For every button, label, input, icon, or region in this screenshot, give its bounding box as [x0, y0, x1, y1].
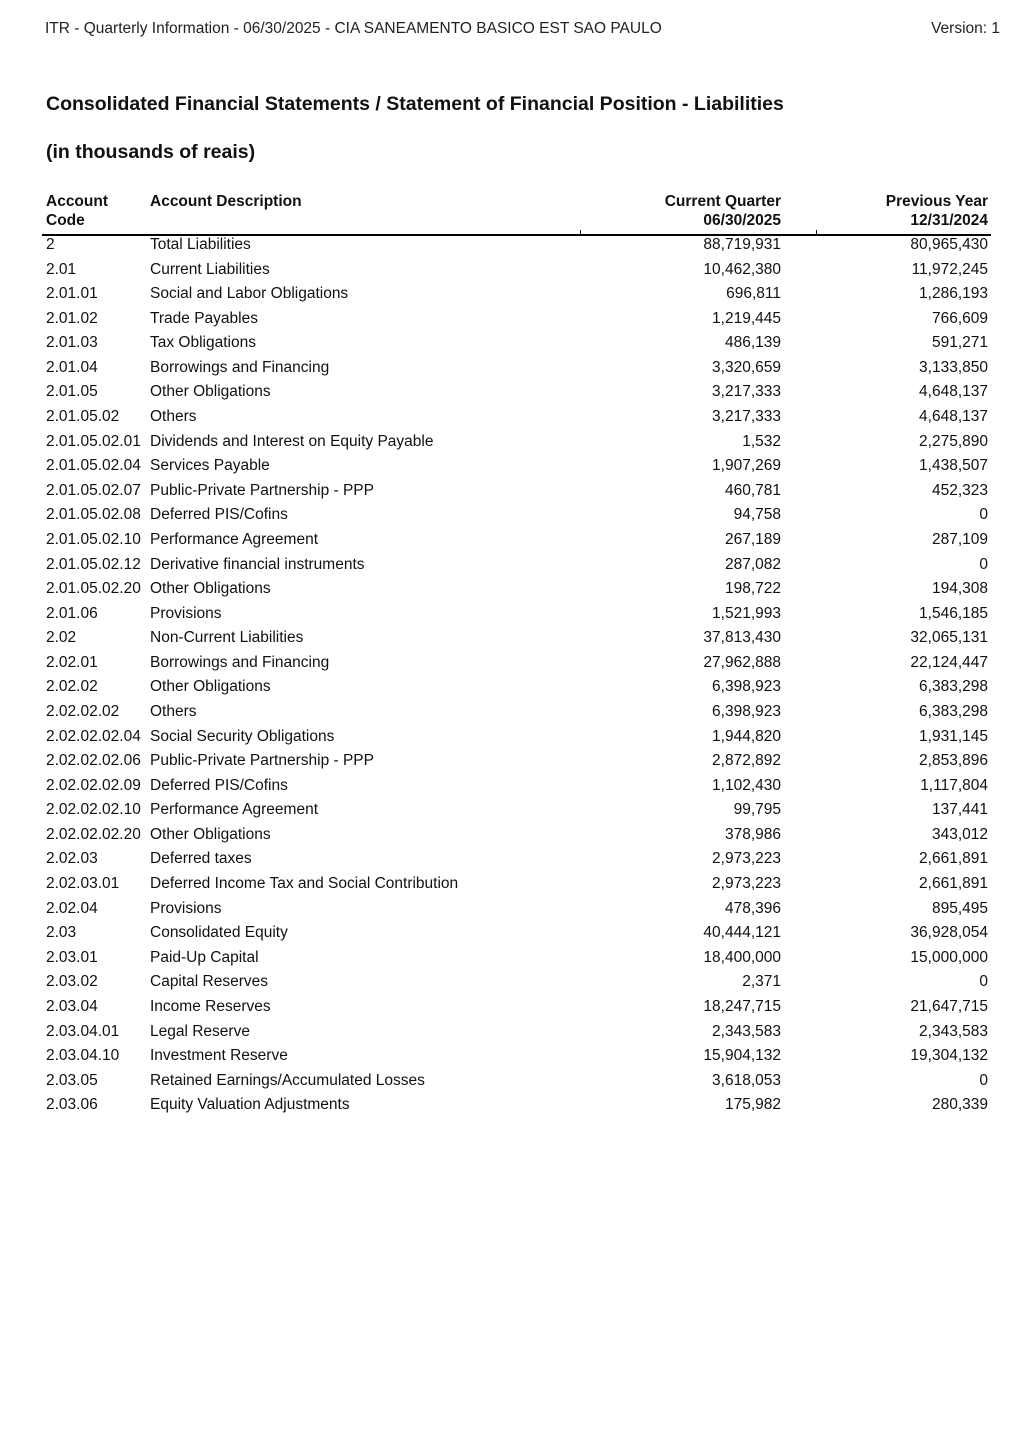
account-code-cell: 2.03.04: [46, 997, 98, 1015]
account-code-cell: 2.02.02.02: [46, 702, 120, 720]
column-header-previous-year-line1: Previous Year: [885, 193, 988, 210]
account-code-cell: 2.03.02: [46, 973, 98, 991]
account-description-cell: Current Liabilities: [150, 260, 270, 278]
account-description-cell: Deferred Income Tax and Social Contribution: [150, 875, 459, 893]
current-quarter-value-cell: 3,217,333: [712, 383, 781, 401]
column-header-current-quarter-line1: Current Quarter: [664, 193, 781, 210]
table-row: [42, 775, 991, 800]
current-quarter-value-cell: 2,343,583: [712, 1022, 781, 1040]
account-code-cell: 2.01.05.02.10: [46, 530, 141, 548]
account-description-cell: Deferred PIS/Cofins: [150, 776, 288, 794]
account-code-cell: 2.02.04: [46, 899, 98, 917]
table-row: [42, 971, 991, 996]
current-quarter-value-cell: 88,719,931: [703, 236, 781, 253]
column-header-previous-year-date: 12/31/2024: [910, 212, 988, 229]
account-description-cell: Total Liabilities: [150, 236, 251, 253]
account-code-cell: 2.02.02.02.09: [46, 776, 141, 794]
account-code-cell: 2.01.05.02.04: [46, 457, 141, 475]
current-quarter-value-cell: 3,618,053: [712, 1071, 781, 1089]
previous-year-value-cell: 11,972,245: [911, 260, 988, 278]
table-header: [42, 191, 991, 236]
table-row: [42, 947, 991, 972]
account-description-cell: Tax Obligations: [150, 334, 256, 352]
previous-year-value-cell: 287,109: [931, 530, 988, 548]
account-description-cell: Consolidated Equity: [150, 924, 288, 942]
previous-year-value-cell: 0: [979, 555, 988, 573]
column-header-current-quarter: [542, 192, 781, 230]
previous-year-value-cell: 280,339: [931, 1096, 988, 1114]
account-description-cell: Others: [150, 408, 197, 426]
account-code-cell: 2.02: [46, 629, 77, 647]
account-code-cell: 2.03.04.10: [46, 1047, 120, 1065]
account-code-cell: 2.01.05.02.01: [46, 432, 141, 450]
liabilities-table-body: [42, 234, 991, 1119]
current-quarter-value-cell: 2,973,223: [712, 850, 781, 868]
table-row: [42, 332, 991, 357]
account-code-cell: 2.01.01: [46, 285, 98, 303]
table-row: [42, 431, 991, 456]
account-description-cell: Provisions: [150, 899, 222, 917]
previous-year-value-cell: 32,065,131: [910, 629, 988, 647]
table-row: [42, 701, 991, 726]
table-row: [42, 259, 991, 284]
account-code-cell: 2.03.01: [46, 948, 98, 966]
table-row: [42, 676, 991, 701]
previous-year-value-cell: 3,133,850: [919, 358, 988, 376]
table-row: [42, 480, 991, 505]
account-code-cell: 2.03.04.01: [46, 1022, 120, 1040]
current-quarter-value-cell: 3,217,333: [712, 408, 781, 426]
account-description-cell: Borrowings and Financing: [150, 653, 330, 671]
account-description-cell: Legal Reserve: [150, 1022, 250, 1040]
current-quarter-value-cell: 2,973,223: [712, 875, 781, 893]
previous-year-value-cell: 36,928,054: [910, 924, 988, 942]
previous-year-value-cell: 2,343,583: [919, 1022, 988, 1040]
previous-year-value-cell: 0: [979, 506, 988, 524]
account-code-cell: 2.01.03: [46, 334, 98, 352]
account-description-cell: Equity Valuation Adjustments: [150, 1096, 350, 1114]
account-description-cell: Income Reserves: [150, 997, 271, 1015]
current-quarter-value-cell: 1,521,993: [712, 604, 781, 622]
column-header-account-code-line2: Code: [46, 212, 85, 229]
table-row: [42, 726, 991, 751]
current-quarter-value-cell: 40,444,121: [703, 924, 781, 942]
report-title: ITR - Quarterly Information - 06/30/2025 - CIA SANEAMENTO BASICO EST SAO PAULO: [45, 20, 662, 37]
previous-year-value-cell: 6,383,298: [919, 678, 988, 696]
account-description-cell: Public-Private Partnership - PPP: [150, 481, 374, 499]
account-code-cell: 2.01.05: [46, 383, 98, 401]
current-quarter-value-cell: 15,904,132: [703, 1047, 781, 1065]
account-description-cell: Derivative financial instruments: [150, 555, 365, 573]
account-description-cell: Provisions: [150, 604, 222, 622]
table-row: [42, 898, 991, 923]
account-code-cell: 2.01: [46, 260, 77, 278]
version-label: Version: 1: [931, 20, 1000, 37]
account-code-cell: 2.01.05.02.07: [46, 481, 141, 499]
previous-year-value-cell: 766,609: [931, 309, 988, 327]
statement-title: Consolidated Financial Statements / Statement of Financial Position - Liabilities: [46, 93, 784, 115]
column-header-current-quarter-date: 06/30/2025: [703, 212, 781, 229]
previous-year-value-cell: 895,495: [931, 899, 988, 917]
previous-year-value-cell: 80,965,430: [910, 236, 988, 253]
previous-year-value-cell: 137,441: [931, 801, 988, 819]
previous-year-value-cell: 2,661,891: [919, 850, 988, 868]
previous-year-value-cell: 6,383,298: [919, 702, 988, 720]
page-header: [45, 20, 1000, 42]
table-row: [42, 1094, 991, 1119]
current-quarter-value-cell: 696,811: [726, 285, 781, 303]
table-row: [42, 799, 991, 824]
current-quarter-value-cell: 478,396: [724, 899, 781, 917]
previous-year-value-cell: 194,308: [931, 580, 988, 598]
current-quarter-value-cell: 1,532: [742, 432, 781, 450]
previous-year-value-cell: 591,271: [931, 334, 988, 352]
previous-year-value-cell: 0: [979, 1071, 988, 1089]
account-code-cell: 2.01.04: [46, 358, 98, 376]
table-row: [42, 603, 991, 628]
current-quarter-value-cell: 99,795: [733, 801, 781, 819]
account-code-cell: 2.01.05.02.20: [46, 580, 141, 598]
account-description-cell: Other Obligations: [150, 580, 271, 598]
table-row: [42, 283, 991, 308]
current-quarter-value-cell: 460,781: [724, 481, 781, 499]
account-description-cell: Non-Current Liabilities: [150, 629, 304, 647]
account-code-cell: 2.01.02: [46, 309, 98, 327]
account-description-cell: Performance Agreement: [150, 801, 319, 819]
previous-year-value-cell: 15,000,000: [910, 948, 988, 966]
account-description-cell: Investment Reserve: [150, 1047, 288, 1065]
previous-year-value-cell: 0: [979, 973, 988, 991]
account-code-cell: 2.01.05.02.12: [46, 555, 141, 573]
account-description-cell: Other Obligations: [150, 383, 271, 401]
account-code-cell: 2.03: [46, 924, 77, 942]
current-quarter-value-cell: 378,986: [724, 825, 781, 843]
table-row: [42, 873, 991, 898]
table-row: [42, 406, 991, 431]
account-description-cell: Others: [150, 702, 197, 720]
current-quarter-value-cell: 486,139: [724, 334, 781, 352]
table-row: [42, 1070, 991, 1095]
previous-year-value-cell: 4,648,137: [919, 408, 988, 426]
account-code-cell: 2.03.06: [46, 1096, 98, 1114]
previous-year-value-cell: 1,286,193: [919, 285, 988, 303]
account-description-cell: Other Obligations: [150, 825, 271, 843]
account-description-cell: Dividends and Interest on Equity Payable: [150, 432, 434, 450]
account-description-cell: Social Security Obligations: [150, 727, 335, 745]
current-quarter-value-cell: 1,219,445: [712, 309, 781, 327]
previous-year-value-cell: 4,648,137: [919, 383, 988, 401]
current-quarter-value-cell: 1,944,820: [712, 727, 781, 745]
previous-year-value-cell: 1,931,145: [919, 727, 988, 745]
account-code-cell: 2.03.05: [46, 1071, 98, 1089]
table-row: [42, 455, 991, 480]
table-row: [42, 554, 991, 579]
current-quarter-value-cell: 1,907,269: [712, 457, 781, 475]
account-description-cell: Deferred taxes: [150, 850, 252, 868]
account-description-cell: Paid-Up Capital: [150, 948, 259, 966]
account-code-cell: 2.02.02.02.10: [46, 801, 141, 819]
table-row: [42, 922, 991, 947]
previous-year-value-cell: 21,647,715: [910, 997, 988, 1015]
table-row: [42, 234, 991, 259]
account-code-cell: 2.02.01: [46, 653, 98, 671]
account-code-cell: 2.02.03: [46, 850, 98, 868]
account-description-cell: Services Payable: [150, 457, 270, 475]
current-quarter-value-cell: 6,398,923: [712, 678, 781, 696]
account-code-cell: 2.02.03.01: [46, 875, 120, 893]
column-header-account-description: Account Description: [150, 193, 302, 210]
account-code-cell: 2.02.02.02.06: [46, 752, 141, 770]
table-row: [42, 578, 991, 603]
column-header-previous-year: [802, 192, 988, 230]
current-quarter-value-cell: 287,082: [724, 555, 781, 573]
account-description-cell: Public-Private Partnership - PPP: [150, 752, 374, 770]
account-description-cell: Capital Reserves: [150, 973, 269, 991]
table-row: [42, 996, 991, 1021]
current-quarter-value-cell: 6,398,923: [712, 702, 781, 720]
table-row: [42, 1021, 991, 1046]
current-quarter-value-cell: 18,400,000: [703, 948, 781, 966]
account-description-cell: Retained Earnings/Accumulated Losses: [150, 1071, 425, 1089]
current-quarter-value-cell: 175,982: [724, 1096, 781, 1114]
table-row: [42, 381, 991, 406]
previous-year-value-cell: 1,546,185: [919, 604, 988, 622]
account-description-cell: Borrowings and Financing: [150, 358, 330, 376]
account-code-cell: 2.02.02: [46, 678, 98, 696]
account-description-cell: Performance Agreement: [150, 530, 319, 548]
current-quarter-value-cell: 1,102,430: [712, 776, 781, 794]
current-quarter-value-cell: 10,462,380: [703, 260, 781, 278]
account-description-cell: Trade Payables: [150, 309, 258, 327]
table-row: [42, 308, 991, 333]
table-row: [42, 848, 991, 873]
current-quarter-value-cell: 267,189: [724, 530, 781, 548]
statement-subtitle: (in thousands of reais): [46, 141, 256, 163]
account-code-cell: 2.01.05.02: [46, 408, 120, 426]
current-quarter-value-cell: 3,320,659: [712, 358, 781, 376]
current-quarter-value-cell: 18,247,715: [703, 997, 781, 1015]
account-description-cell: Social and Labor Obligations: [150, 285, 349, 303]
column-header-account-code-line1: Account: [46, 193, 108, 210]
table-row: [42, 504, 991, 529]
account-description-cell: Deferred PIS/Cofins: [150, 506, 288, 524]
table-row: [42, 627, 991, 652]
previous-year-value-cell: 452,323: [931, 481, 988, 499]
current-quarter-value-cell: 37,813,430: [703, 629, 781, 647]
current-quarter-value-cell: 2,371: [742, 973, 781, 991]
account-code-cell: 2.01.05.02.08: [46, 506, 141, 524]
account-code-cell: 2.01.06: [46, 604, 98, 622]
table-row: [42, 529, 991, 554]
previous-year-value-cell: 2,275,890: [919, 432, 988, 450]
table-row: [42, 750, 991, 775]
table-row: [42, 824, 991, 849]
account-code-cell: 2.02.02.02.04: [46, 727, 141, 745]
previous-year-value-cell: 2,661,891: [919, 875, 988, 893]
previous-year-value-cell: 343,012: [931, 825, 988, 843]
account-code-cell: 2.02.02.02.20: [46, 825, 141, 843]
table-row: [42, 652, 991, 677]
column-header-account-code: [46, 192, 136, 230]
current-quarter-value-cell: 2,872,892: [712, 752, 781, 770]
current-quarter-value-cell: 27,962,888: [703, 653, 781, 671]
previous-year-value-cell: 2,853,896: [919, 752, 988, 770]
table-row: [42, 1045, 991, 1070]
previous-year-value-cell: 19,304,132: [910, 1047, 988, 1065]
account-code-cell: 2: [46, 236, 55, 253]
previous-year-value-cell: 22,124,447: [910, 653, 988, 671]
current-quarter-value-cell: 94,758: [733, 506, 781, 524]
current-quarter-value-cell: 198,722: [724, 580, 781, 598]
previous-year-value-cell: 1,117,804: [920, 776, 988, 794]
table-row: [42, 357, 991, 382]
account-description-cell: Other Obligations: [150, 678, 271, 696]
previous-year-value-cell: 1,438,507: [919, 457, 988, 475]
